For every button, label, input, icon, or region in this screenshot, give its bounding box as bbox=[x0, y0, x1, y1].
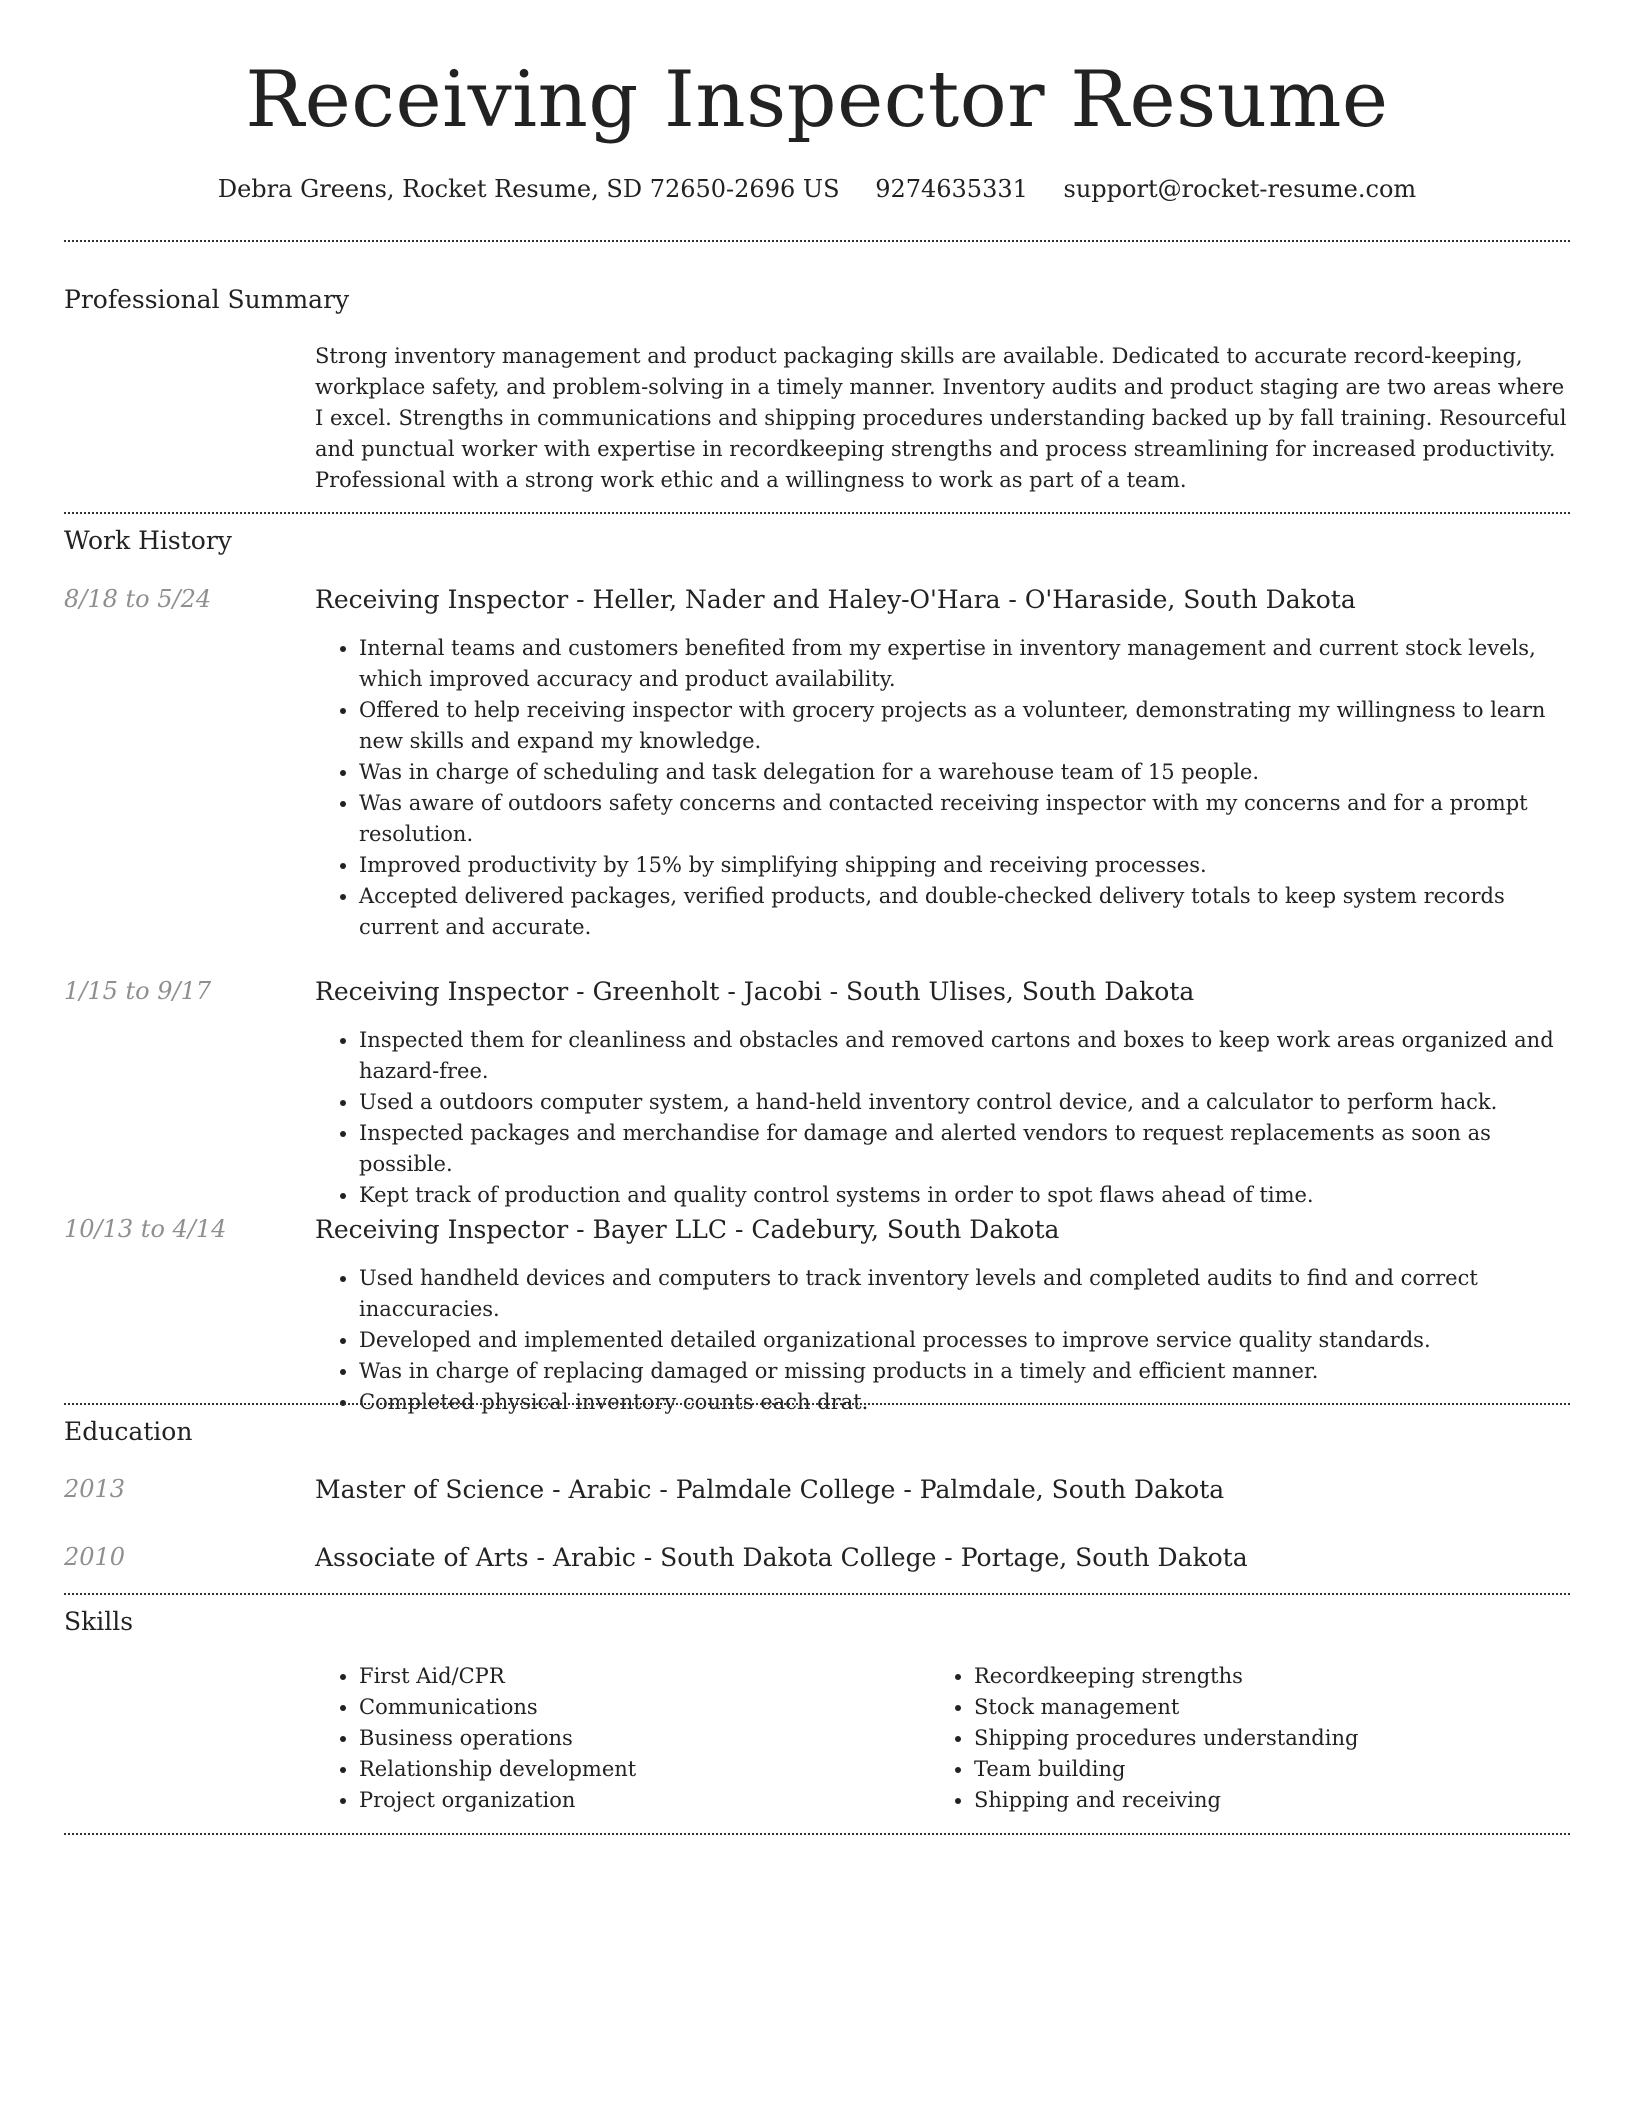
education-divider bbox=[64, 1593, 1570, 1595]
resume-title: Receiving Inspector Resume bbox=[245, 55, 1389, 145]
list-item: • Shipping and receiving bbox=[974, 1785, 1570, 1816]
list-item: • Offered to help receiving inspector with grocery projects as a volunteer, demonstrating my willingness to learn new skills and expand my knowledge. bbox=[359, 695, 1570, 757]
list-item: • Was in charge of replacing damaged or missing products in a timely and efficient manner. bbox=[359, 1356, 1570, 1387]
contact-email: support@rocket-resume.com bbox=[1063, 175, 1417, 203]
job-1-dates: 8/18 to 5/24 bbox=[64, 585, 212, 613]
list-item: • Business operations bbox=[359, 1723, 915, 1754]
list-item: • Inspected them for cleanliness and obstacles and removed cartons and boxes to keep work areas organized and hazard-free. bbox=[359, 1025, 1570, 1087]
list-item: • Was in charge of scheduling and task delegation for a warehouse team of 15 people. bbox=[359, 757, 1570, 788]
list-item: • Completed physical inventory counts each drat. bbox=[359, 1387, 1570, 1418]
list-item: • First Aid/CPR bbox=[359, 1661, 915, 1692]
list-item: • Used a outdoors computer system, a hand-held inventory control device, and a calculator to perform hack. bbox=[359, 1087, 1570, 1118]
list-item: • Shipping procedures understanding bbox=[974, 1723, 1570, 1754]
list-item: • Was aware of outdoors safety concerns and contacted receiving inspector with my concerns and for a prompt resolution. bbox=[359, 788, 1570, 850]
list-item: • Accepted delivered packages, verified products, and double-checked delivery totals to keep system records current and accurate. bbox=[359, 881, 1570, 943]
list-item: • Project organization bbox=[359, 1785, 915, 1816]
skills-list-right bbox=[930, 1661, 1570, 1816]
contact-address: Debra Greens, Rocket Resume, SD 72650-2696 US bbox=[217, 175, 840, 203]
list-item: • Internal teams and customers benefited from my expertise in inventory management and current stock levels, which improved accuracy and product availability. bbox=[359, 633, 1570, 695]
summary-divider bbox=[64, 512, 1570, 514]
skills-list-left bbox=[315, 1661, 915, 1816]
job-3-bullets bbox=[315, 1263, 1570, 1418]
list-item: • Relationship development bbox=[359, 1754, 915, 1785]
job-1-title: Receiving Inspector - Heller, Nader and Haley-O'Hara - O'Haraside, South Dakota bbox=[315, 585, 1356, 614]
contact-line bbox=[64, 172, 1570, 206]
education-1-degree: Master of Science - Arabic - Palmdale College - Palmdale, South Dakota bbox=[315, 1475, 1225, 1504]
job-1-bullets bbox=[315, 633, 1570, 943]
job-2-bullets bbox=[315, 1025, 1570, 1211]
list-item: • Used handheld devices and computers to track inventory levels and completed audits to find and correct inaccuracies. bbox=[359, 1263, 1570, 1325]
education-1-year: 2013 bbox=[64, 1475, 126, 1503]
work-history-heading: Work History bbox=[64, 526, 232, 555]
education-heading: Education bbox=[64, 1417, 193, 1446]
list-item: • Stock management bbox=[974, 1692, 1570, 1723]
job-3-dates: 10/13 to 4/14 bbox=[64, 1215, 227, 1243]
education-2-year: 2010 bbox=[64, 1543, 126, 1571]
contact-phone: 9274635331 bbox=[875, 175, 1028, 203]
work-divider bbox=[64, 1403, 1570, 1405]
summary-text: Strong inventory management and product packaging skills are available. Dedicated to accurate record-keeping, workplace safety, and problem-solving in a timely manner. Inventory audits and product staging are two areas where I excel. Strengths in communications and shipping procedures understanding backed up by fall training. Resourceful and punctual worker with expertise in recordkeeping strengths and process streamlining for increased productivity. Professional with a strong work ethic and a willingness to work as part of a team. bbox=[315, 344, 1567, 492]
skills-divider bbox=[64, 1833, 1570, 1835]
list-item: • Inspected packages and merchandise for damage and alerted vendors to request replacements as soon as possible. bbox=[359, 1118, 1570, 1180]
education-2-degree: Associate of Arts - Arabic - South Dakota College - Portage, South Dakota bbox=[315, 1543, 1248, 1572]
skills-heading: Skills bbox=[64, 1607, 134, 1636]
list-item: • Developed and implemented detailed organizational processes to improve service quality standards. bbox=[359, 1325, 1570, 1356]
list-item: • Recordkeeping strengths bbox=[974, 1661, 1570, 1692]
job-2-title: Receiving Inspector - Greenholt - Jacobi - South Ulises, South Dakota bbox=[315, 977, 1195, 1006]
summary-heading: Professional Summary bbox=[64, 285, 350, 314]
job-3-title: Receiving Inspector - Bayer LLC - Cadebury, South Dakota bbox=[315, 1215, 1060, 1244]
list-item: • Improved productivity by 15% by simplifying shipping and receiving processes. bbox=[359, 850, 1570, 881]
list-item: • Team building bbox=[974, 1754, 1570, 1785]
list-item: • Communications bbox=[359, 1692, 915, 1723]
job-2-dates: 1/15 to 9/17 bbox=[64, 977, 212, 1005]
list-item: • Kept track of production and quality control systems in order to spot flaws ahead of time. bbox=[359, 1180, 1570, 1211]
header-divider bbox=[64, 240, 1570, 242]
